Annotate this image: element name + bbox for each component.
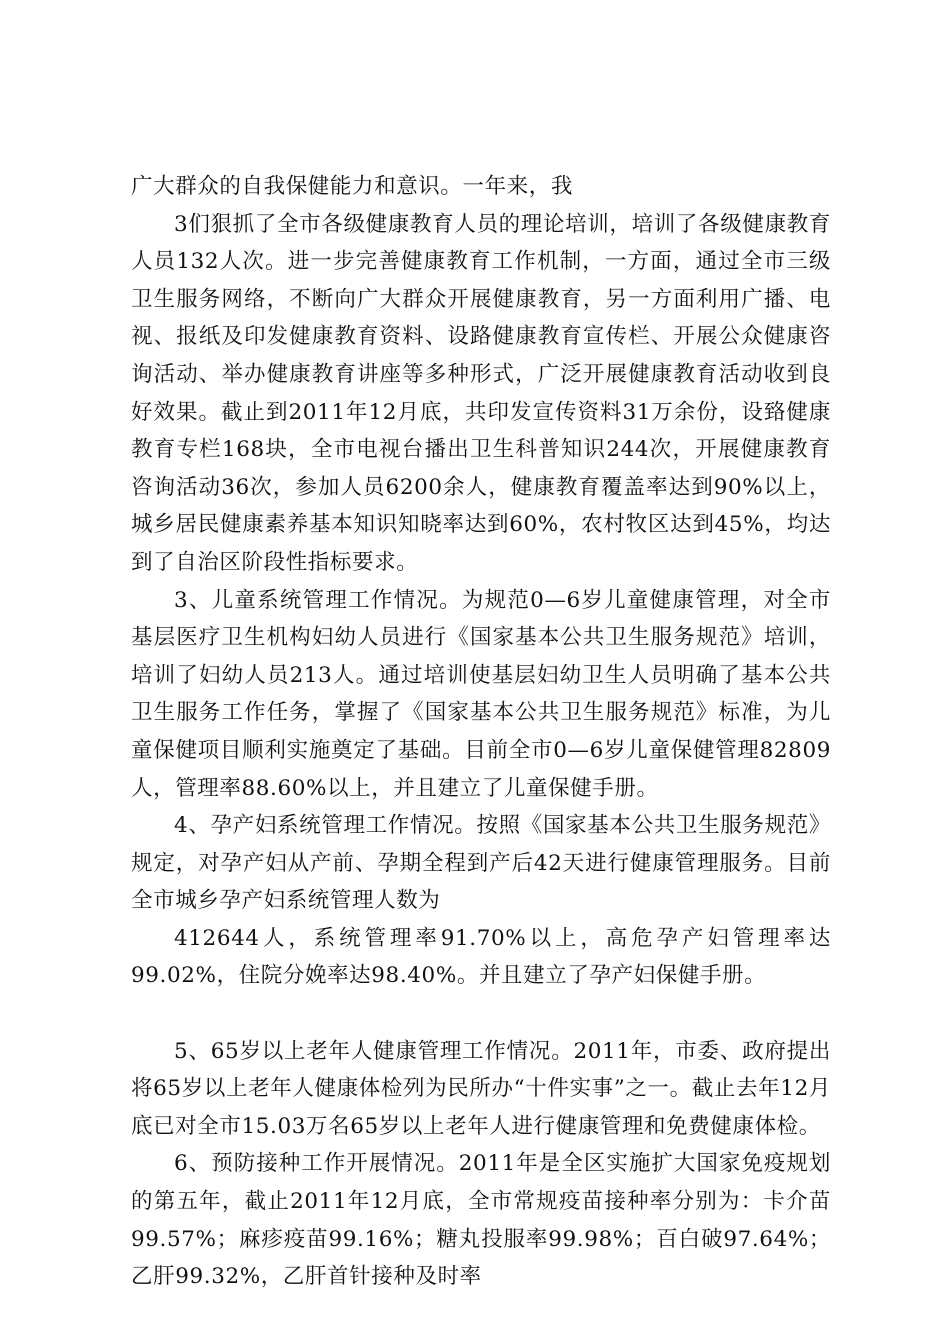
paragraph-spacer — [131, 995, 831, 1033]
paragraph-intro-continuation: 广大群众的自我保健能力和意识。一年来，我 — [131, 174, 574, 199]
paragraph-elderly-management: 5、65岁以上老年人健康管理工作情况。2011年，市委、政府提出将65岁以上老年人健康体检列为民所办“十件实事”之一。截止去年12月底已对全市15.03万名65岁以上老年人进行健康管理和免费健康体检。 — [131, 1038, 831, 1139]
paragraph-maternal-management: 4、孕产妇系统管理工作情况。按照《国家基本公共卫生服务规范》规定，对孕产妇从产前、孕期全程到产后42天进行健康管理服务。目前全市城乡孕产妇系统管理人数为 — [131, 813, 831, 914]
paragraph-health-education: 3们狠抓了全市各级健康教育人员的理论培训，培训了各级健康教育人员132人次。进一步完善健康教育工作机制，一方面，通过全市三级卫生服务网络，不断向广大群众开展健康教育，另一方面利用广播、电视、报纸及印发健康教育资料、设路健康教育宣传栏、开展公众健康咨询活动、举办健康教育讲座等多种形式，广泛开展健康教育活动收到良好效果。截止到2011年12月底，共印发宣传资料31万余份，设臵健康教育专栏168块，全市电视台播出卫生科普知识244次，开展健康教育咨询活动36次，参加人员6200余人，健康教育覆盖率达到90%以上，城乡居民健康素养基本知识知晓率达到60%，农村牧区达到45%，均达到了自治区阶段性指标要求。 — [131, 211, 831, 575]
paragraph-child-management: 3、儿童系统管理工作情况。为规范0—6岁儿童健康管理，对全市基层医疗卫生机构妇幼人员进行《国家基本公共卫生服务规范》培训，培训了妇幼人员213人。通过培训使基层妇幼卫生人员明确了基本公共卫生服务工作任务，掌握了《国家基本公共卫生服务规范》标准，为儿童保健项目顺利实施奠定了基础。目前全市0—6岁儿童保健管理82809人，管理率88.60%以上，并且建立了儿童保健手册。 — [131, 587, 831, 801]
paragraph-immunization: 6、预防接种工作开展情况。2011年是全区实施扩大国家免疫规划的第五年，截止2011年12月底，全市常规疫苗接种率分别为：卡介苗99.57%；麻疹疫苗99.16%；糖丸投服率99.98%；百白破97.64%；乙肝99.32%，乙肝首针接种及时率 — [131, 1151, 831, 1290]
body-text — [131, 168, 831, 1296]
paragraph-maternal-statistics: 412644人，系统管理率91.70%以上，高危孕产妇管理率达99.02%，住院分娩率达98.40%。并且建立了孕产妇保健手册。 — [131, 925, 831, 989]
